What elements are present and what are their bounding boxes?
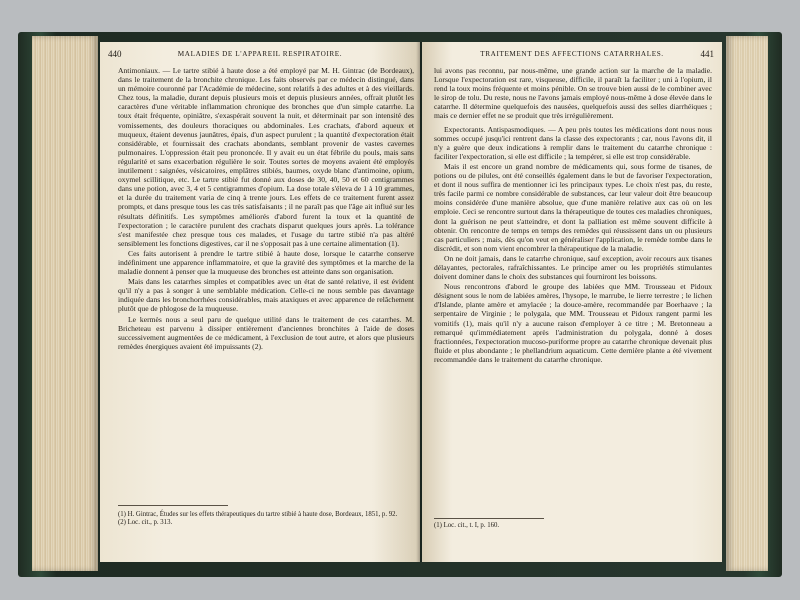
left-running-title: MALADIES DE L'APPAREIL RESPIRATOIRE. xyxy=(177,50,343,58)
right-page-number: 441 xyxy=(700,49,714,59)
paragraph: lui avons pas reconnu, par nous-même, une grande action sur la marche de la maladie. Lorsque l'expectoration est rare, visqueuse, difficile, il paraît la faciliter ; uni à l'opium, il rend la toux moins fréquente et moins pénible. On se trouve bien aussi de le combiner avec le sirop de tolu. Du reste, nous ne l'avons jamais employé nous-même à dose élevée dans le catarrhe. Il détermine quelquefois des nausées, quelquefois aussi des selles diarrhéiques ; mais ce dernier effet ne se produit que très irrégulièrement. xyxy=(434,66,712,121)
left-page-edges xyxy=(32,36,98,571)
right-page-edges xyxy=(726,36,768,571)
paragraph: On ne doit jamais, dans le catarrhe chronique, sauf exception, avoir recours aux tisanes délayantes, pectorales, rafraîchissantes. Le principe amer ou les propriétés stimulantes doivent dominer dans le choix des substances qui fourniront les boissons. xyxy=(434,253,712,282)
right-page-body xyxy=(434,66,712,365)
footnote: (1) Loc. cit., t. I, p. 160. xyxy=(434,522,500,529)
paragraph-expectorants: Expectorants. Antispasmodiques. — A peu près toutes les médications dont nous nous sommes occupé jusqu'ici rentrent dans la classe des expectorants ; car, nous l'avons dit, il n'y a guère que deux indications à remplir dans le traitement du catarrhe chronique : faciliter l'expectoration, si elle est difficile ; la tempérer, si elle est trop considérable. xyxy=(434,124,712,161)
left-page xyxy=(100,42,420,562)
right-running-title: TRAITEMENT DES AFFECTIONS CATARRHALES. xyxy=(480,50,664,58)
paragraph: Ces faits autorisent à prendre le tartre stibié à haute dose, lorsque le catarrhe conserve indéfiniment une apparence inflammatoire, et que la gravité des symptômes et la marche de la maladie donnent à penser que la muqueuse des bronches est atteinte dans son organisation. xyxy=(118,248,414,277)
right-page-header xyxy=(430,50,714,62)
right-footnotes xyxy=(434,518,544,530)
left-page-number: 440 xyxy=(108,49,122,59)
right-page xyxy=(422,42,722,562)
left-page-header xyxy=(108,50,412,62)
footnote-rule xyxy=(118,505,228,506)
left-footnotes xyxy=(118,508,414,528)
paragraph-antimoniaux: Antimoniaux. — Le tartre stibié à haute dose a été employé par M. H. Gintrac (de Bordeaux), dans le traitement de la bronchite chronique. Les faits observés par ce médecin distingué, dans un mémoire couronné par l'Académie de médecine, sont relatifs à des adultes et à des vieillards. Chez tous, la maladie, durant depuis plusieurs mois et depuis plusieurs années, offrait plutôt les caractères d'une véritable inflammation chronique des bronches que d'un simple catarrhe. La toux était fréquente, opiniâtre, s'exaspérait souvent la nuit, et déterminait par son intensité des vomissements, des douleurs thoraciques ou abdominales. Les crachats, d'abord aqueux et muqueux, étaient devenus jaunâtres, épais, d'un aspect purulent ; la quantité d'expectoration était considérable, et fournissait des crachats abondants, semblant provenir de vastes cavernes pulmonaires. L'oppression était peu prononcée. Il y avait eu un état fébrile du pouls, mais sans régularité et sans exacerbation régulière le soir. Toutes sortes de moyens avaient été employés inutilement : saignées, vésicatoires, emplâtres stibiés, baumes, oxyde blanc d'antimoine, opium, oxymel scillitique, etc. Le tartre stibié fut donné aux doses de 30, 40, 50 et 60 centigrammes dans une potion, avec 3, 4 et 5 centigrammes d'opium. La dose totale s'éleva de 1 à 10 grammes, et la durée du traitement varia de cinq à trente jours. Les effets de ce traitement furent assez prompts, et dans presque tous les cas très satisfaisants ; il ne paraît pas que l'âge ait influé sur les résultats définitifs. Les symptômes améliorés d'abord furent la toux et la quantité de l'expectoration ; le caractère purulent des crachats disparut quelques jours après. La tolérance s'est manifestée chez presque tous ces malades, et l'usage du tartre stibié n'a pas altéré sensiblement les fonctions digestives, car il ne s'opposait pas à une certaine alimentation (1). xyxy=(118,66,414,248)
paragraph: Nous rencontrons d'abord le groupe des labiées que MM. Trousseau et Pidoux désignent sous le nom de labiées amères, l'hysope, le marrube, le lierre terrestre ; le lichen d'Islande, plante amère et amylacée ; la douce-amère, recommandée par Boerhaave ; la serpentaire de Virginie ; le polygala, que MM. Trousseau et Pidoux rangent parmi les vomitifs (1), mais qu'il n'y a aucune raison d'employer à ce titre ; M. Bretonneau a remarqué qu'immédiatement après l'administration du polygala, donné à doses fractionnées, l'expectoration mucoso-puriforme propre au catarrhe chronique devenait plus fluide et plus abondante ; le phellandrium aquaticum. Cette dernière plante a été vivement recommandée dans le traitement du catarrhe chronique. xyxy=(434,282,712,364)
left-page-body xyxy=(118,66,414,352)
paragraph: Mais dans les catarrhes simples et compatibles avec un état de santé relative, il est évident qu'il n'y a pas à songer à une semblable médication. Celle-ci ne nous semble pas davantage indiquée dans les bronchorrhées considérables, mais ataxiques et avec apparence de relâchement plutôt que de phlogose de la muqueuse. xyxy=(118,277,414,314)
open-book xyxy=(18,22,782,582)
footnote: (1) H. Gintrac, Études sur les effets thérapeutiques du tartre stibié à haute dose, Bordeaux, 1851, p. 92. xyxy=(118,511,398,518)
paragraph: Mais il est encore un grand nombre de médicaments qui, sous forme de tisanes, de potions ou de pilules, ont été conseillés également dans le but de favoriser l'expectoration, et dont il nous suffira de mentionner ici les principaux types. Le choix n'est pas, du reste, très facile parmi ce nombre considérable de substances, car leur valeur doit être beaucoup moins considérée d'une manière absolue, que d'une manière relative aux cas où on les emploie. Ceci se rencontre surtout dans la thérapeutique de toutes ces maladies chroniques, dont la guérison ne peut s'atteindre, et dont la palliation est même souvent difficile à obtenir. On rencontre de temps en temps des remèdes qui réussissent dans un ou plusieurs cas particuliers ; mais, dès qu'on veut en généraliser l'application, le remède tombe dans le discrédit, et son nom vient encombrer la thérapeutique de la maladie. xyxy=(434,161,712,253)
footnote: (2) Loc. cit., p. 313. xyxy=(118,519,173,527)
paragraph: Le kermès nous a seul paru de quelque utilité dans le traitement de ces catarrhes. M. Bricheteau est parvenu à dissiper entièrement d'anciennes bronchites à l'aide de doses successivement augmentées de ce médicament, à l'exclusion de tout autre, et alors que plusieurs remèdes énergiques avaient été impuissants (2). xyxy=(118,314,414,351)
